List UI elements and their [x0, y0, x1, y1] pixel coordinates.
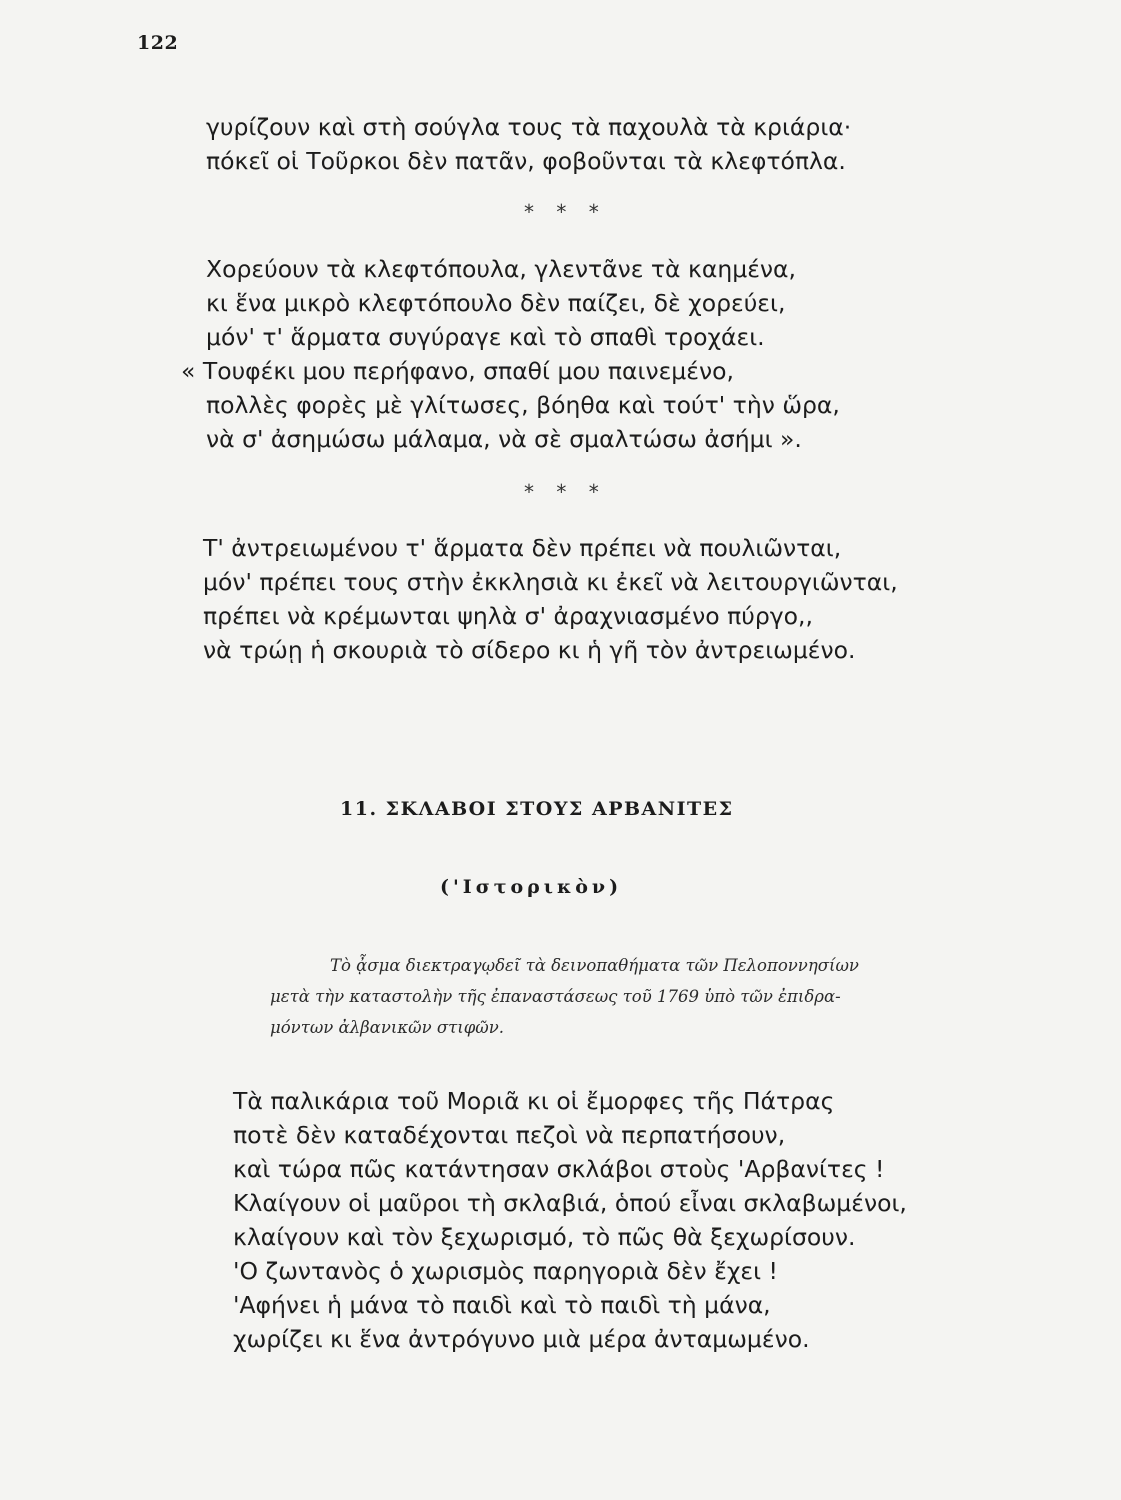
verse-line: 'Ο ζωντανὸς ὁ χωρισμὸς παρηγοριὰ δὲν ἔχει ! — [233, 1257, 778, 1285]
page-number: 122 — [137, 32, 179, 54]
stanza-separator: * * * — [524, 200, 607, 224]
verse-line: μόν' τ' ἅρματα συγύραγε καὶ τὸ σπαθὶ τροχάει. — [206, 323, 765, 351]
verse-line: νὰ σ' ἀσημώσω μάλαμα, νὰ σὲ σμαλτώσω ἀσήμι ». — [206, 425, 802, 453]
section-note — [270, 950, 970, 1043]
verse-line: μόν' πρέπει τους στὴν ἐκκλησιὰ κι ἐκεῖ νὰ λειτουργιῶνται, — [203, 568, 898, 596]
stanza-separator: * * * — [524, 480, 607, 504]
verse-line: 'Αφήνει ἡ μάνα τὸ παιδὶ καὶ τὸ παιδὶ τὴ μάνα, — [233, 1291, 771, 1319]
note-line: Τὸ ᾆσμα διεκτραγῳδεῖ τὰ δεινοπαθήματα τῶν Πελοποννησίων — [330, 956, 859, 975]
verse-line: κλαίγουν καὶ τὸν ξεχωρισμό, τὸ πῶς θὰ ξεχωρίσουν. — [233, 1223, 856, 1251]
verse-line: Τὰ παλικάρια τοῦ Μοριᾶ κι οἱ ἔμορφες τῆς Πάτρας — [233, 1087, 835, 1115]
verse-line: νὰ τρώῃ ἡ σκουριὰ τὸ σίδερο κι ἡ γῆ τὸν ἀντρειωμένο. — [203, 636, 856, 664]
note-line: μετὰ τὴν καταστολὴν τῆς ἐπαναστάσεως τοῦ 1769 ὑπὸ τῶν ἐπιδρα- — [270, 987, 841, 1006]
stanza-2 — [181, 252, 840, 456]
verse-line: χωρίζει κι ἕνα ἀντρόγυνο μιὰ μέρα ἀνταμωμένο. — [233, 1325, 810, 1353]
section-subtitle: ('Ιστορικὸν) — [440, 876, 623, 898]
verse-line: πρέπει νὰ κρέμωνται ψηλὰ σ' ἀραχνιασμένο πύργο,, — [203, 602, 813, 630]
verse-line: ποτὲ δὲν καταδέχονται πεζοὶ νὰ περπατήσουν, — [233, 1121, 786, 1149]
verse-line: καὶ τώρα πῶς κατάντησαν σκλάβοι στοὺς 'Αρβανίτες ! — [233, 1155, 885, 1183]
verse-line: Κλαίγουν οἱ μαῦροι τὴ σκλαβιά, ὁπού εἶναι σκλαβωμένοι, — [233, 1189, 907, 1217]
stanza-3 — [203, 531, 898, 667]
note-line: μόντων ἀλβανικῶν στιφῶν. — [270, 1018, 505, 1037]
verse-line: γυρίζουν καὶ στὴ σούγλα τους τὰ παχουλὰ τὰ κριάρια· — [206, 113, 852, 141]
section-title: 11. ΣΚΛΑΒΟΙ ΣΤΟΥΣ ΑΡΒΑΝΙΤΕΣ — [340, 798, 734, 820]
stanza-1 — [206, 110, 851, 178]
stanza-4 — [233, 1084, 907, 1356]
verse-line: « Τουφέκι μου περήφανο, σπαθί μου παινεμένο, — [181, 357, 734, 385]
verse-line: κι ἕνα μικρὸ κλεφτόπουλο δὲν παίζει, δὲ χορεύει, — [206, 289, 786, 317]
verse-line: πολλὲς φορὲς μὲ γλίτωσες, βόηθα καὶ τούτ' τὴν ὥρα, — [206, 391, 840, 419]
verse-line: Τ' ἀντρειωμένου τ' ἅρματα δὲν πρέπει νὰ πουλιῶνται, — [203, 534, 842, 562]
verse-line: πόκεῖ οἱ Τοῦρκοι δὲν πατᾶν, φοβοῦνται τὰ κλεφτόπλα. — [206, 147, 846, 175]
verse-line: Χορεύουν τὰ κλεφτόπουλα, γλεντᾶνε τὰ καημένα, — [206, 255, 796, 283]
